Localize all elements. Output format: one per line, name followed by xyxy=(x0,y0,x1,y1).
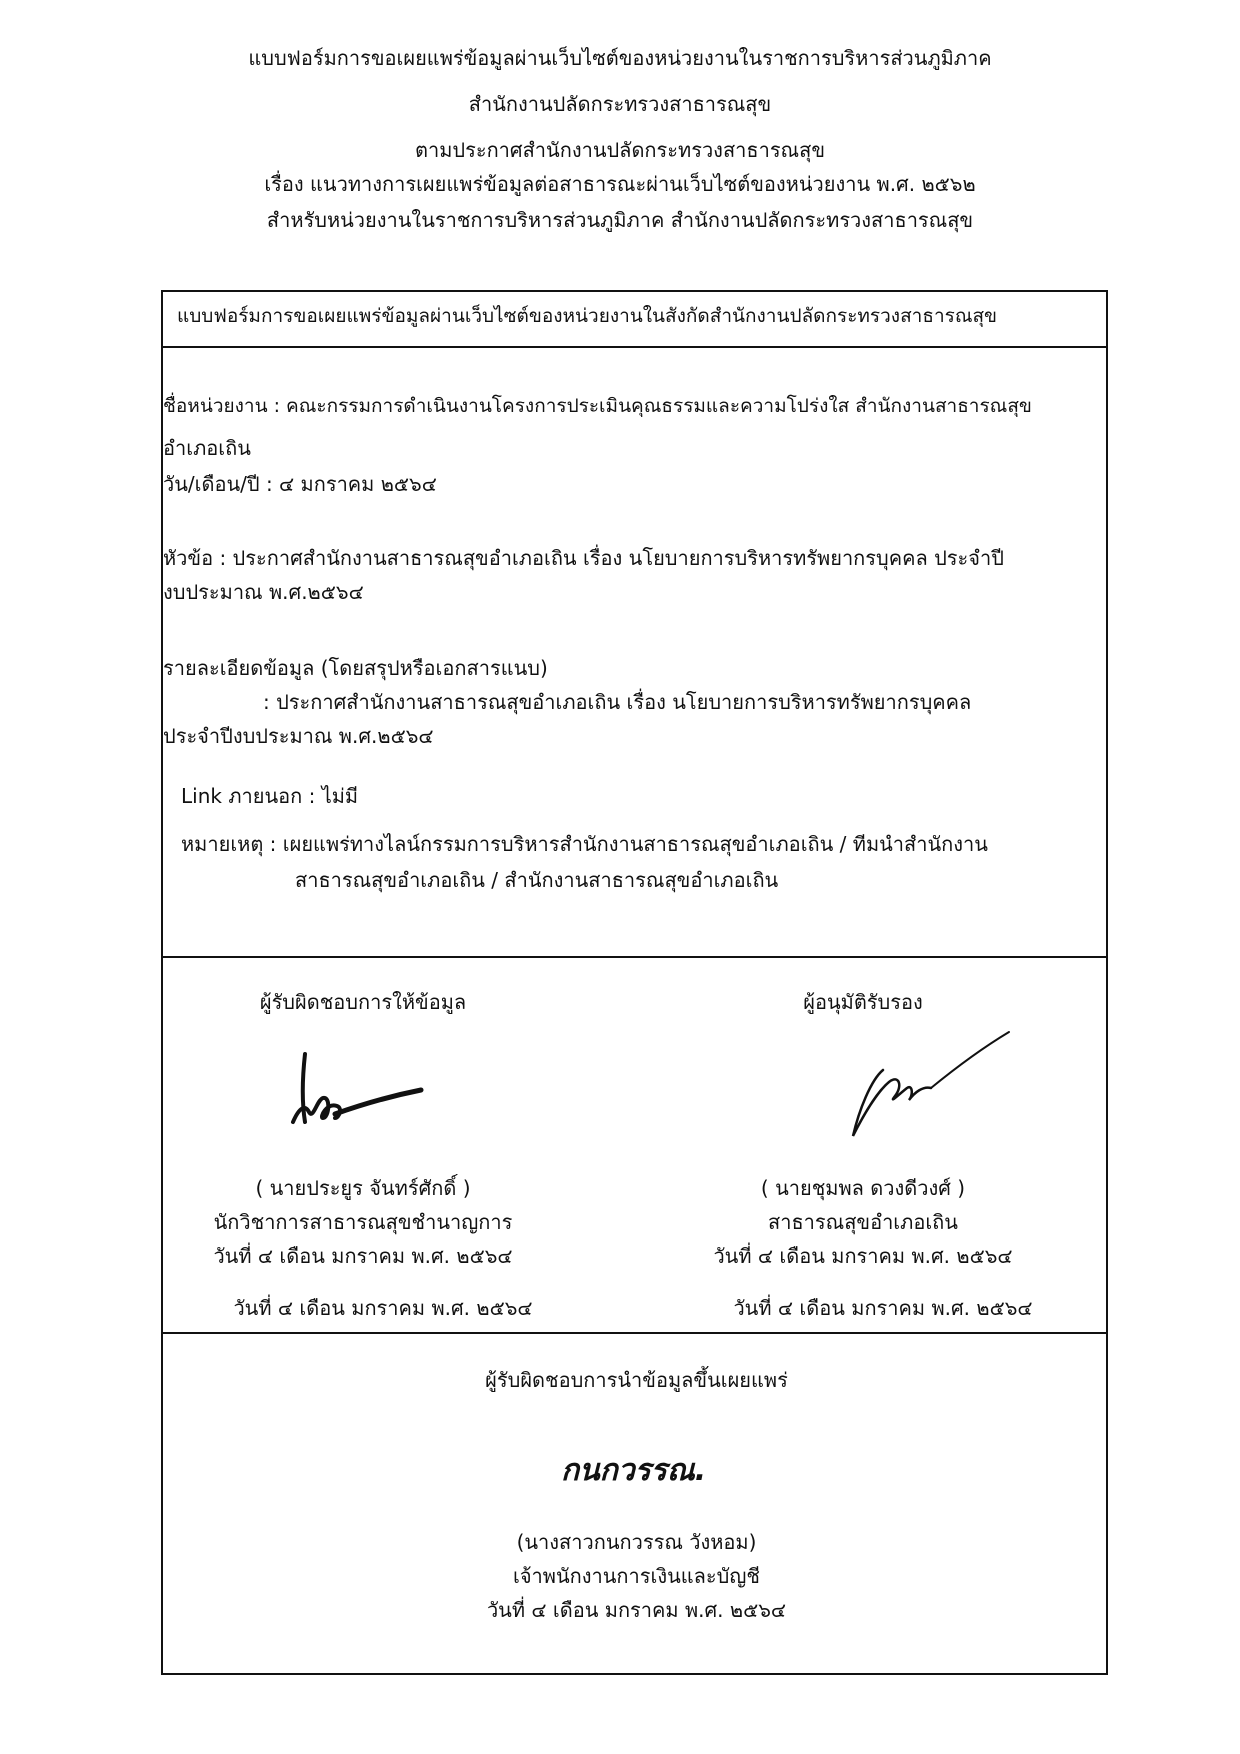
publisher-signature-image xyxy=(557,1442,707,1492)
divider-details xyxy=(163,956,1106,958)
approver-date: วันที่ ๔ เดือน มกราคม พ.ศ. ๒๕๖๔ xyxy=(713,1244,1013,1268)
detail-line-1: : ประกาศสำนักงานสาธารณสุขอำเภอเถิน เรื่อง นโยบายการบริหารทรัพยากรบุคคล xyxy=(263,690,972,714)
unit-line-1: ชื่อหน่วยงาน : คณะกรรมการดำเนินงานโครงการประเมินคุณธรรมและความโปร่งใส สำนักงานสาธารณสุข xyxy=(163,395,1032,417)
approver-signature-image xyxy=(843,1030,1013,1140)
link-line: Link ภายนอก : ไม่มี xyxy=(181,784,359,808)
header-line-1: แบบฟอร์มการขอเผยแพร่ข้อมูลผ่านเว็บไซต์ของหน่วยงานในราชการบริหารส่วนภูมิภาค xyxy=(248,46,992,70)
detail-label: รายละเอียดข้อมูล (โดยสรุปหรือเอกสารแนบ) xyxy=(163,656,548,680)
approver-name: ( นายชุมพล ดวงดีวงศ์ ) xyxy=(760,1176,966,1200)
unit-line-2: อำเภอเถิน xyxy=(163,436,251,460)
topic-line-1: หัวข้อ : ประกาศสำนักงานสาธารณสุขอำเภอเถิน เรื่อง นโยบายการบริหารทรัพยากรบุคคล ประจำปี xyxy=(163,546,1004,570)
date-line: วัน/เดือน/ปี : ๔ มกราคม ๒๕๖๔ xyxy=(163,472,437,496)
approver-role: ผู้อนุมัติรับรอง xyxy=(803,990,923,1014)
publisher-name: (นางสาวกนกวรรณ วังหอม) xyxy=(516,1530,757,1554)
publisher-signature-text: กนกวรรณ. xyxy=(561,1453,707,1488)
header-line-2: สำนักงานปลัดกระทรวงสาธารณสุข xyxy=(468,92,772,116)
divider-title xyxy=(163,346,1106,348)
provider-role: ผู้รับผิดชอบการให้ข้อมูล xyxy=(259,990,467,1014)
approver-date-2: วันที่ ๔ เดือน มกราคม พ.ศ. ๒๕๖๔ xyxy=(733,1296,1033,1320)
note-line-2: สาธารณสุขอำเภอเถิน / สำนักงานสาธารณสุขอำเภอเถิน xyxy=(295,868,779,892)
provider-name: ( นายประยูร จันทร์ศักดิ์ ) xyxy=(255,1176,471,1200)
topic-line-2: งบประมาณ พ.ศ.๒๕๖๔ xyxy=(163,580,364,604)
provider-date-2: วันที่ ๔ เดือน มกราคม พ.ศ. ๒๕๖๔ xyxy=(233,1296,533,1320)
header-line-3: ตามประกาศสำนักงานปลัดกระทรวงสาธารณสุข xyxy=(414,138,825,162)
provider-date: วันที่ ๔ เดือน มกราคม พ.ศ. ๒๕๖๔ xyxy=(213,1244,513,1268)
detail-line-2: ประจำปีงบประมาณ พ.ศ.๒๕๖๔ xyxy=(163,724,434,748)
publisher-role: ผู้รับผิดชอบการนำข้อมูลขึ้นเผยแพร่ xyxy=(485,1368,788,1392)
provider-signature-image xyxy=(283,1052,423,1132)
publisher-date: วันที่ ๔ เดือน มกราคม พ.ศ. ๒๕๖๔ xyxy=(486,1598,787,1622)
provider-position: นักวิชาการสาธารณสุขชำนาญการ xyxy=(213,1210,513,1234)
form-frame xyxy=(161,290,1108,1675)
header-line-5: สำหรับหน่วยงานในราชการบริหารส่วนภูมิภาค สำนักงานปลัดกระทรวงสาธารณสุข xyxy=(266,208,974,232)
form-title: แบบฟอร์มการขอเผยแพร่ข้อมูลผ่านเว็บไซต์ของหน่วยงานในสังกัดสำนักงานปลัดกระทรวงสาธารณสุข xyxy=(177,305,998,327)
approver-position: สาธารณสุขอำเภอเถิน xyxy=(768,1210,958,1234)
header-line-4: เรื่อง แนวทางการเผยแพร่ข้อมูลต่อสาธารณะผ่านเว็บไซต์ของหน่วยงาน พ.ศ. ๒๕๖๒ xyxy=(264,172,976,196)
publisher-position: เจ้าพนักงานการเงินและบัญชี xyxy=(513,1564,760,1588)
note-line-1: หมายเหตุ : เผยแพร่ทางไลน์กรรมการบริหารสำนักงานสาธารณสุขอำเภอเถิน / ทีมนำสำนักงาน xyxy=(181,832,988,856)
divider-signatures xyxy=(163,1332,1106,1334)
